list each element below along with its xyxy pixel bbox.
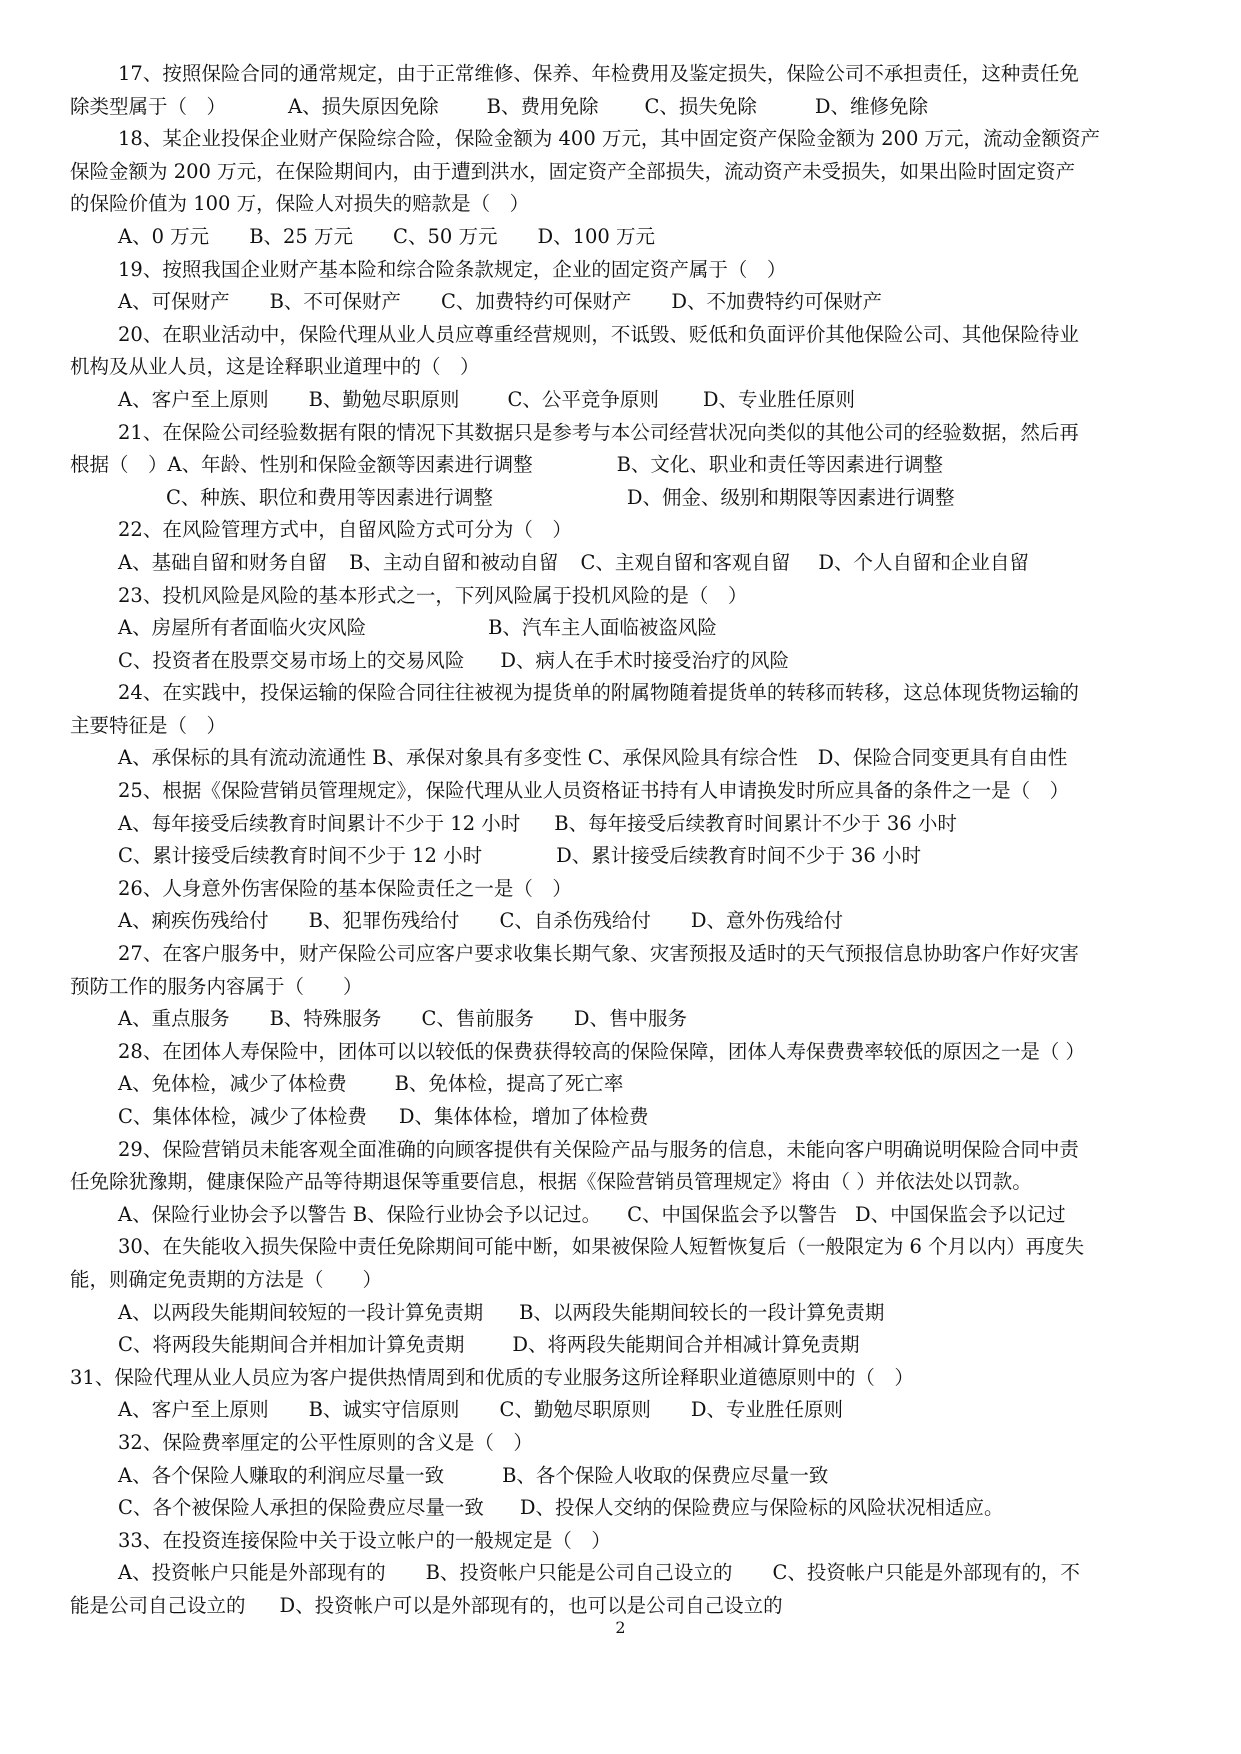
text-line	[70, 1134, 1185, 1167]
text-line	[70, 417, 1185, 450]
text-segment: 22、在风险管理方式中，自留风险方式可分为（ ）	[118, 518, 572, 542]
text-line	[70, 319, 1185, 352]
text-line	[70, 482, 1185, 515]
text-segment: C、售前服务	[421, 1007, 534, 1031]
document-page	[70, 58, 1185, 1623]
text-segment: 33、在投资连接保险中关于设立帐户的一般规定是（ ）	[118, 1528, 611, 1552]
text-line	[70, 286, 1185, 319]
text-segment: D、佣金、级别和期限等因素进行调整	[626, 485, 955, 509]
text-segment: B、不可保财产	[269, 290, 401, 314]
page-number: 2	[615, 1618, 626, 1637]
text-segment: C、勤勉尽职原则	[499, 1398, 651, 1422]
text-segment: 机构及从业人员，这是诠释职业道理中的（ ）	[70, 355, 480, 379]
text-segment: 28、在团体人寿保险中，团体可以以较低的保费获得较高的保险保障，团体人寿保费费率较低的原因之一是（ ）	[118, 1039, 1086, 1063]
text-segment: 预防工作的服务内容属于（ ）	[70, 974, 363, 998]
text-segment: A、基础自留和财务自留	[118, 550, 328, 574]
text-segment: D、个人自留和企业自留	[818, 550, 1029, 574]
text-line	[70, 1003, 1185, 1036]
text-segment: C、50 万元	[393, 224, 498, 248]
text-segment: C、主观自留和客观自留	[580, 550, 791, 574]
text-line	[70, 1036, 1185, 1069]
text-segment: D、累计接受后续教育时间不少于 36 小时	[556, 844, 921, 868]
text-line	[70, 156, 1185, 189]
text-segment: C、中国保监会予以警告	[627, 1202, 838, 1226]
text-segment: 21、在保险公司经验数据有限的情况下其数据只是参考与本公司经营状况向类似的其他公司的经验数据，然后再	[118, 420, 1079, 444]
text-segment: A、痢疾伤残给付	[118, 909, 269, 933]
text-segment: B、25 万元	[249, 224, 354, 248]
text-segment: D、投保人交纳的保险费应与保险标的风险状况相适应。	[519, 1496, 1004, 1520]
text-segment: A、投资帐户只能是外部现有的	[118, 1561, 386, 1585]
text-segment: B、诚实守信原则	[308, 1398, 460, 1422]
text-line	[70, 1394, 1185, 1427]
text-segment: 25、根据《保险营销员管理规定》，保险代理从业人员资格证书持有人申请换发时所应具备的条件之一是（ ）	[118, 779, 1070, 803]
text-line	[70, 580, 1185, 613]
text-segment: C、投资者在股票交易市场上的交易风险	[118, 648, 465, 672]
text-line	[70, 384, 1185, 417]
text-segment: C、公平竞争原则	[507, 387, 659, 411]
text-segment: B、勤勉尽职原则	[308, 387, 460, 411]
text-segment: A、保险行业协会予以警告 B、保险行业协会予以记过。	[118, 1202, 602, 1226]
text-segment: C、累计接受后续教育时间不少于 12 小时	[118, 844, 483, 868]
text-segment: 30、在失能收入损失保险中责任免除期间可能中断，如果被保险人短暂恢复后（一般限定为 6 个月以内）再度失	[118, 1235, 1085, 1259]
text-line	[70, 514, 1185, 547]
text-line	[70, 775, 1185, 808]
text-segment: 18、某企业投保企业财产保险综合险，保险金额为 400 万元，其中固定资产保险金额为 200 万元，流动金额资产	[118, 127, 1101, 151]
text-line	[70, 58, 1185, 91]
text-line	[70, 1329, 1185, 1362]
text-segment: 27、在客户服务中，财产保险公司应客户要求收集长期气象、灾害预报及适时的天气预报信息协助客户作好灾害	[118, 942, 1079, 966]
text-segment: A、0 万元	[118, 224, 210, 248]
text-line	[70, 1525, 1185, 1558]
text-segment: A、房屋所有者面临火灾风险	[118, 616, 367, 640]
text-segment: D、售中服务	[573, 1007, 687, 1031]
text-segment: C、将两段失能期间合并相加计算免责期	[118, 1333, 465, 1357]
text-segment: A、重点服务	[118, 1007, 230, 1031]
text-segment: D、中国保监会予以记过	[855, 1202, 1066, 1226]
text-line	[70, 808, 1185, 841]
text-segment: D、病人在手术时接受治疗的风险	[500, 648, 790, 672]
text-segment: C、集体体检，减少了体检费	[118, 1105, 367, 1128]
text-segment: D、保险合同变更具有自由性	[817, 746, 1068, 770]
text-line	[70, 938, 1185, 971]
text-line	[70, 840, 1185, 873]
text-segment: A、每年接受后续教育时间累计不少于 12 小时	[118, 811, 521, 835]
text-line	[70, 1068, 1185, 1101]
text-segment: B、以两段失能期间较长的一段计算免责期	[519, 1300, 885, 1324]
text-segment: 32、保险费率厘定的公平性原则的含义是（ ）	[118, 1430, 533, 1454]
text-line	[70, 1101, 1185, 1134]
text-segment: D、专业胜任原则	[702, 387, 855, 411]
text-segment: C、各个被保险人承担的保险费应尽量一致	[118, 1496, 484, 1520]
text-segment: C、损失免除	[644, 94, 757, 118]
text-line	[70, 1231, 1185, 1264]
text-segment: B、汽车主人面临被盗风险	[488, 616, 717, 640]
text-segment: D、专业胜任原则	[690, 1398, 843, 1422]
text-line	[70, 905, 1185, 938]
text-line	[70, 91, 1185, 124]
text-segment: A、以两段失能期间较短的一段计算免责期	[118, 1300, 484, 1324]
text-segment: B、费用免除	[486, 94, 599, 118]
text-line	[70, 1460, 1185, 1493]
text-segment: B、每年接受后续教育时间累计不少于 36 小时	[554, 811, 957, 835]
text-segment: B、特殊服务	[269, 1007, 382, 1031]
text-segment: D、100 万元	[537, 224, 656, 248]
text-line	[70, 547, 1185, 580]
text-line	[70, 971, 1185, 1004]
text-segment: 的保险价值为 100 万，保险人对损失的赔款是（ ）	[70, 192, 530, 216]
text-segment: 31、保险代理从业人员应为客户提供热情周到和优质的专业服务这所诠释职业道德原则中的（ ）	[70, 1365, 914, 1389]
text-line	[70, 1427, 1185, 1460]
text-segment: D、不加费特约可保财产	[671, 290, 882, 314]
text-line	[70, 351, 1185, 384]
text-line	[70, 449, 1185, 482]
text-line	[70, 254, 1185, 287]
text-segment: B、各个保险人收取的保费应尽量一致	[502, 1463, 829, 1487]
text-segment: 根据（ ）A、年龄、性别和保险金额等因素进行调整	[70, 453, 533, 477]
text-segment: C、自杀伤残给付	[499, 909, 651, 933]
text-segment: 保险金额为 200 万元，在保险期间内，由于遭到洪水，固定资产全部损失，流动资产未受损失，如果出险时固定资产	[70, 159, 1076, 183]
text-segment: B、投资帐户只能是公司自己设立的	[425, 1561, 733, 1585]
text-segment: A、损失原因免除	[288, 94, 439, 118]
text-segment: D、将两段失能期间合并相减计算免责期	[512, 1333, 860, 1357]
text-segment: 除类型属于（ ）	[70, 94, 227, 118]
text-line	[70, 612, 1185, 645]
text-line	[70, 1264, 1185, 1297]
text-segment: 能是公司自己设立的	[70, 1593, 246, 1617]
text-segment: 23、投机风险是风险的基本形式之一，下列风险属于投机风险的是（ ）	[118, 583, 748, 607]
text-segment: B、文化、职业和责任等因素进行调整	[616, 453, 943, 477]
text-segment: 19、按照我国企业财产基本险和综合险条款规定，企业的固定资产属于（ ）	[118, 257, 787, 281]
text-segment: B、免体检，提高了死亡率	[394, 1072, 624, 1096]
text-segment: C、投资帐户只能是外部现有的，不	[772, 1561, 1080, 1585]
text-segment: A、可保财产	[118, 290, 230, 314]
text-segment: 任免除犹豫期，健康保险产品等待期退保等重要信息，根据《保险营销员管理规定》将由（ ）并依法处以罚款。	[70, 1170, 1032, 1194]
text-line	[70, 1297, 1185, 1330]
text-line	[70, 1557, 1185, 1590]
text-segment: A、客户至上原则	[118, 387, 269, 411]
text-segment: B、主动自留和被动自留	[349, 550, 559, 574]
text-line	[70, 645, 1185, 678]
text-segment: B、犯罪伤残给付	[308, 909, 460, 933]
text-line	[70, 1362, 1185, 1395]
text-segment: A、客户至上原则	[118, 1398, 269, 1422]
text-segment: C、种族、职位和费用等因素进行调整	[166, 485, 493, 509]
text-segment: A、各个保险人赚取的利润应尽量一致	[118, 1463, 445, 1487]
text-segment: 26、人身意外伤害保险的基本保险责任之一是（ ）	[118, 876, 572, 900]
text-segment: A、承保标的具有流动流通性 B、承保对象具有多变性 C、承保风险具有综合性	[118, 746, 798, 770]
text-line	[70, 677, 1185, 710]
text-segment: D、集体体检，增加了体检费	[398, 1105, 649, 1128]
text-segment: C、加费特约可保财产	[440, 290, 632, 314]
text-line	[70, 221, 1185, 254]
text-segment: D、维修免除	[814, 94, 929, 118]
text-line	[70, 873, 1185, 906]
text-segment: 17、按照保险合同的通常规定，由于正常维修、保养、年检费用及鉴定损失，保险公司不承担责任，这种责任免	[118, 62, 1079, 85]
text-line	[70, 1166, 1185, 1199]
text-segment: 29、保险营销员未能客观全面准确的向顾客提供有关保险产品与服务的信息，未能向客户明确说明保险合同中责	[118, 1137, 1079, 1161]
text-segment: 24、在实践中，投保运输的保险合同往往被视为提货单的附属物随着提货单的转移而转移，这总体现货物运输的	[118, 681, 1079, 705]
text-segment: A、免体检，减少了体检费	[118, 1072, 347, 1096]
text-segment: 主要特征是（ ）	[70, 713, 227, 737]
text-segment: D、意外伤残给付	[690, 909, 843, 933]
text-segment: 20、在职业活动中，保险代理从业人员应尊重经营规则，不诋毁、贬低和负面评价其他保险公司、其他保险待业	[118, 322, 1079, 346]
text-segment: D、投资帐户可以是外部现有的，也可以是公司自己设立的	[279, 1593, 783, 1617]
text-line	[70, 188, 1185, 221]
text-line	[70, 1199, 1185, 1232]
text-line	[70, 742, 1185, 775]
text-line	[70, 123, 1185, 156]
text-line	[70, 710, 1185, 743]
text-segment: 能，则确定免责期的方法是（ ）	[70, 1267, 383, 1291]
text-line	[70, 1492, 1185, 1525]
